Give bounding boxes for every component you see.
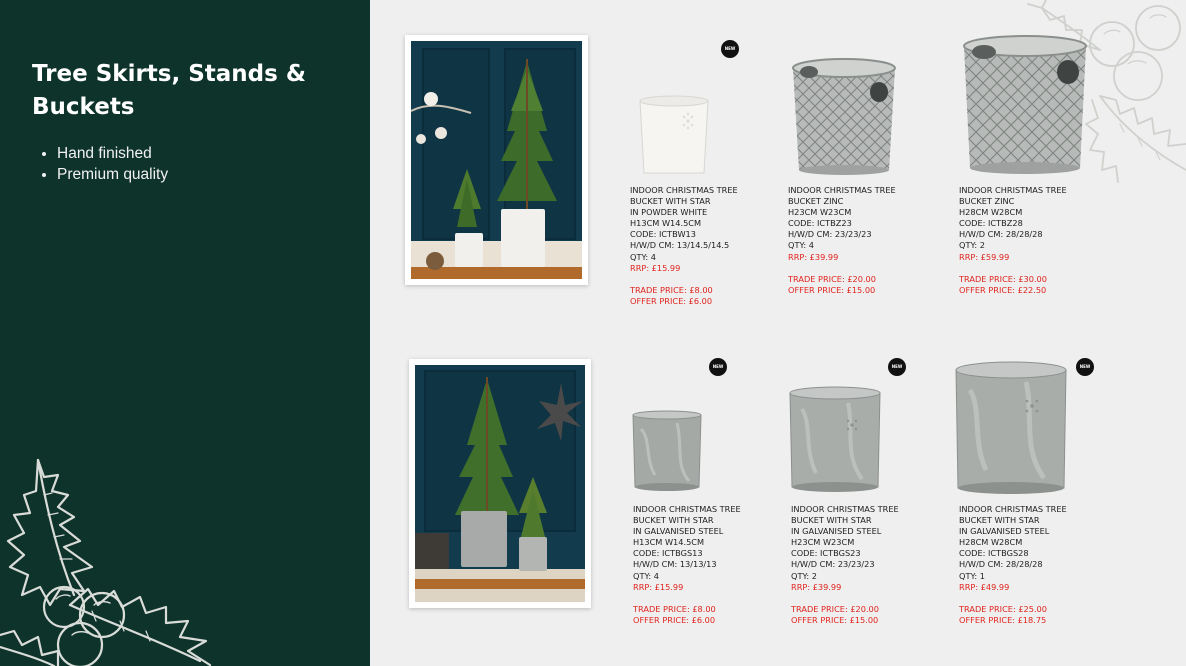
- product-dimensions: H/W/D CM: 13/13/13: [633, 559, 717, 570]
- product-size: H13CM W14.5CM: [633, 537, 705, 548]
- new-badge: NEW: [721, 40, 739, 58]
- new-badge: NEW: [709, 358, 727, 376]
- tree-scene-image: [411, 41, 582, 279]
- page-title: Tree Skirts, Stands & Buckets: [32, 61, 306, 120]
- product-trade-price: TRADE PRICE: £20.00: [788, 273, 876, 284]
- product-name-line: INDOOR CHRISTMAS TREE: [633, 504, 741, 514]
- product-qty: QTY: 2: [791, 570, 817, 581]
- product-offer-price: OFFER PRICE: £6.00: [633, 614, 716, 625]
- product-offer-price: OFFER PRICE: £6.00: [630, 295, 713, 306]
- product-size: H28CM W28CM: [959, 207, 1023, 218]
- product-name-line: INDOOR CHRISTMAS TREE: [959, 185, 1067, 195]
- feature-list: [32, 143, 168, 185]
- product-code: CODE: ICTBW13: [630, 229, 696, 240]
- product-code: CODE: ICTBGS28: [959, 548, 1029, 559]
- product-rrp: RRP: £39.99: [791, 581, 842, 592]
- product-name-line: INDOOR CHRISTMAS TREE: [788, 185, 896, 195]
- product-qty: QTY: 4: [633, 570, 659, 581]
- product-name-line: BUCKET WITH STAR: [630, 196, 711, 207]
- product-size: H28CM W28CM: [959, 537, 1023, 548]
- product-info-ictbz23: [788, 185, 938, 296]
- product-dimensions: H/W/D CM: 28/28/28: [959, 559, 1043, 570]
- product-name-line: INDOOR CHRISTMAS TREE: [791, 504, 899, 514]
- product-size: H23CM W23CM: [791, 537, 855, 548]
- product-code: CODE: ICTBZ23: [788, 218, 852, 229]
- new-badge: NEW: [888, 358, 906, 376]
- product-image-galv-bucket-13: [631, 409, 703, 493]
- product-trade-price: TRADE PRICE: £8.00: [633, 603, 716, 614]
- product-size: H23CM W23CM: [788, 207, 852, 218]
- product-rrp: RRP: £39.99: [788, 251, 839, 262]
- product-grid: [370, 0, 1186, 666]
- holly-left-icon: [0, 455, 220, 666]
- product-qty: QTY: 4: [788, 240, 814, 251]
- product-trade-price: TRADE PRICE: £30.00: [959, 273, 1047, 284]
- tree-scene-image: [415, 365, 585, 602]
- product-info-ictbz28: [959, 185, 1109, 296]
- feature-item: • Premium quality: [57, 164, 168, 185]
- product-offer-price: OFFER PRICE: £15.00: [791, 614, 879, 625]
- product-offer-price: OFFER PRICE: £15.00: [788, 284, 876, 295]
- product-name-line: BUCKET WITH STAR: [959, 515, 1040, 526]
- product-code: CODE: ICTBGS13: [633, 548, 703, 559]
- product-dimensions: H/W/D CM: 13/14.5/14.5: [630, 240, 730, 251]
- product-rrp: RRP: £59.99: [959, 251, 1010, 262]
- sidebar: [0, 0, 370, 666]
- product-qty: QTY: 4: [630, 251, 656, 262]
- product-name-line: BUCKET WITH STAR: [633, 515, 714, 526]
- product-name-line: BUCKET ZINC: [959, 196, 1015, 207]
- product-name-line: IN GALVANISED STEEL: [959, 526, 1050, 537]
- product-image-zinc-bucket-23: [791, 58, 897, 176]
- product-rrp: RRP: £15.99: [633, 581, 684, 592]
- feature-item: • Hand finished: [57, 143, 168, 164]
- product-code: CODE: ICTBZ28: [959, 218, 1023, 229]
- new-badge: NEW: [1076, 358, 1094, 376]
- product-dimensions: H/W/D CM: 23/23/23: [788, 229, 872, 240]
- product-offer-price: OFFER PRICE: £18.75: [959, 614, 1047, 625]
- product-info-ictbw13: [630, 185, 780, 307]
- product-rrp: RRP: £49.99: [959, 581, 1010, 592]
- product-image-galv-bucket-23: [788, 385, 882, 493]
- product-dimensions: H/W/D CM: 28/28/28: [959, 229, 1043, 240]
- product-name-line: BUCKET WITH STAR: [791, 515, 872, 526]
- product-name-line: IN GALVANISED STEEL: [633, 526, 724, 537]
- product-trade-price: TRADE PRICE: £20.00: [791, 603, 879, 614]
- product-trade-price: TRADE PRICE: £8.00: [630, 284, 713, 295]
- product-info-ictbgs13: [633, 504, 783, 626]
- product-name-line: BUCKET ZINC: [788, 196, 844, 207]
- lifestyle-photo-white-bucket: [405, 35, 588, 285]
- product-dimensions: H/W/D CM: 23/23/23: [791, 559, 875, 570]
- product-info-ictbgs23: [791, 504, 941, 626]
- product-rrp: RRP: £15.99: [630, 262, 681, 273]
- product-image-galv-bucket-28: [954, 360, 1068, 494]
- product-image-zinc-bucket-28: [962, 34, 1088, 176]
- product-qty: QTY: 1: [959, 570, 985, 581]
- product-info-ictbgs28: [959, 504, 1109, 626]
- product-code: CODE: ICTBGS23: [791, 548, 861, 559]
- product-name-line: IN POWDER WHITE: [630, 207, 708, 218]
- product-name-line: INDOOR CHRISTMAS TREE: [959, 504, 1067, 514]
- product-name-line: IN GALVANISED STEEL: [791, 526, 882, 537]
- product-size: H13CM W14.5CM: [630, 218, 702, 229]
- product-offer-price: OFFER PRICE: £22.50: [959, 284, 1047, 295]
- product-image-white-bucket: [638, 93, 710, 177]
- product-name-line: INDOOR CHRISTMAS TREE: [630, 185, 738, 195]
- lifestyle-photo-galvanised-bucket: [409, 359, 591, 608]
- product-trade-price: TRADE PRICE: £25.00: [959, 603, 1047, 614]
- product-qty: QTY: 2: [959, 240, 985, 251]
